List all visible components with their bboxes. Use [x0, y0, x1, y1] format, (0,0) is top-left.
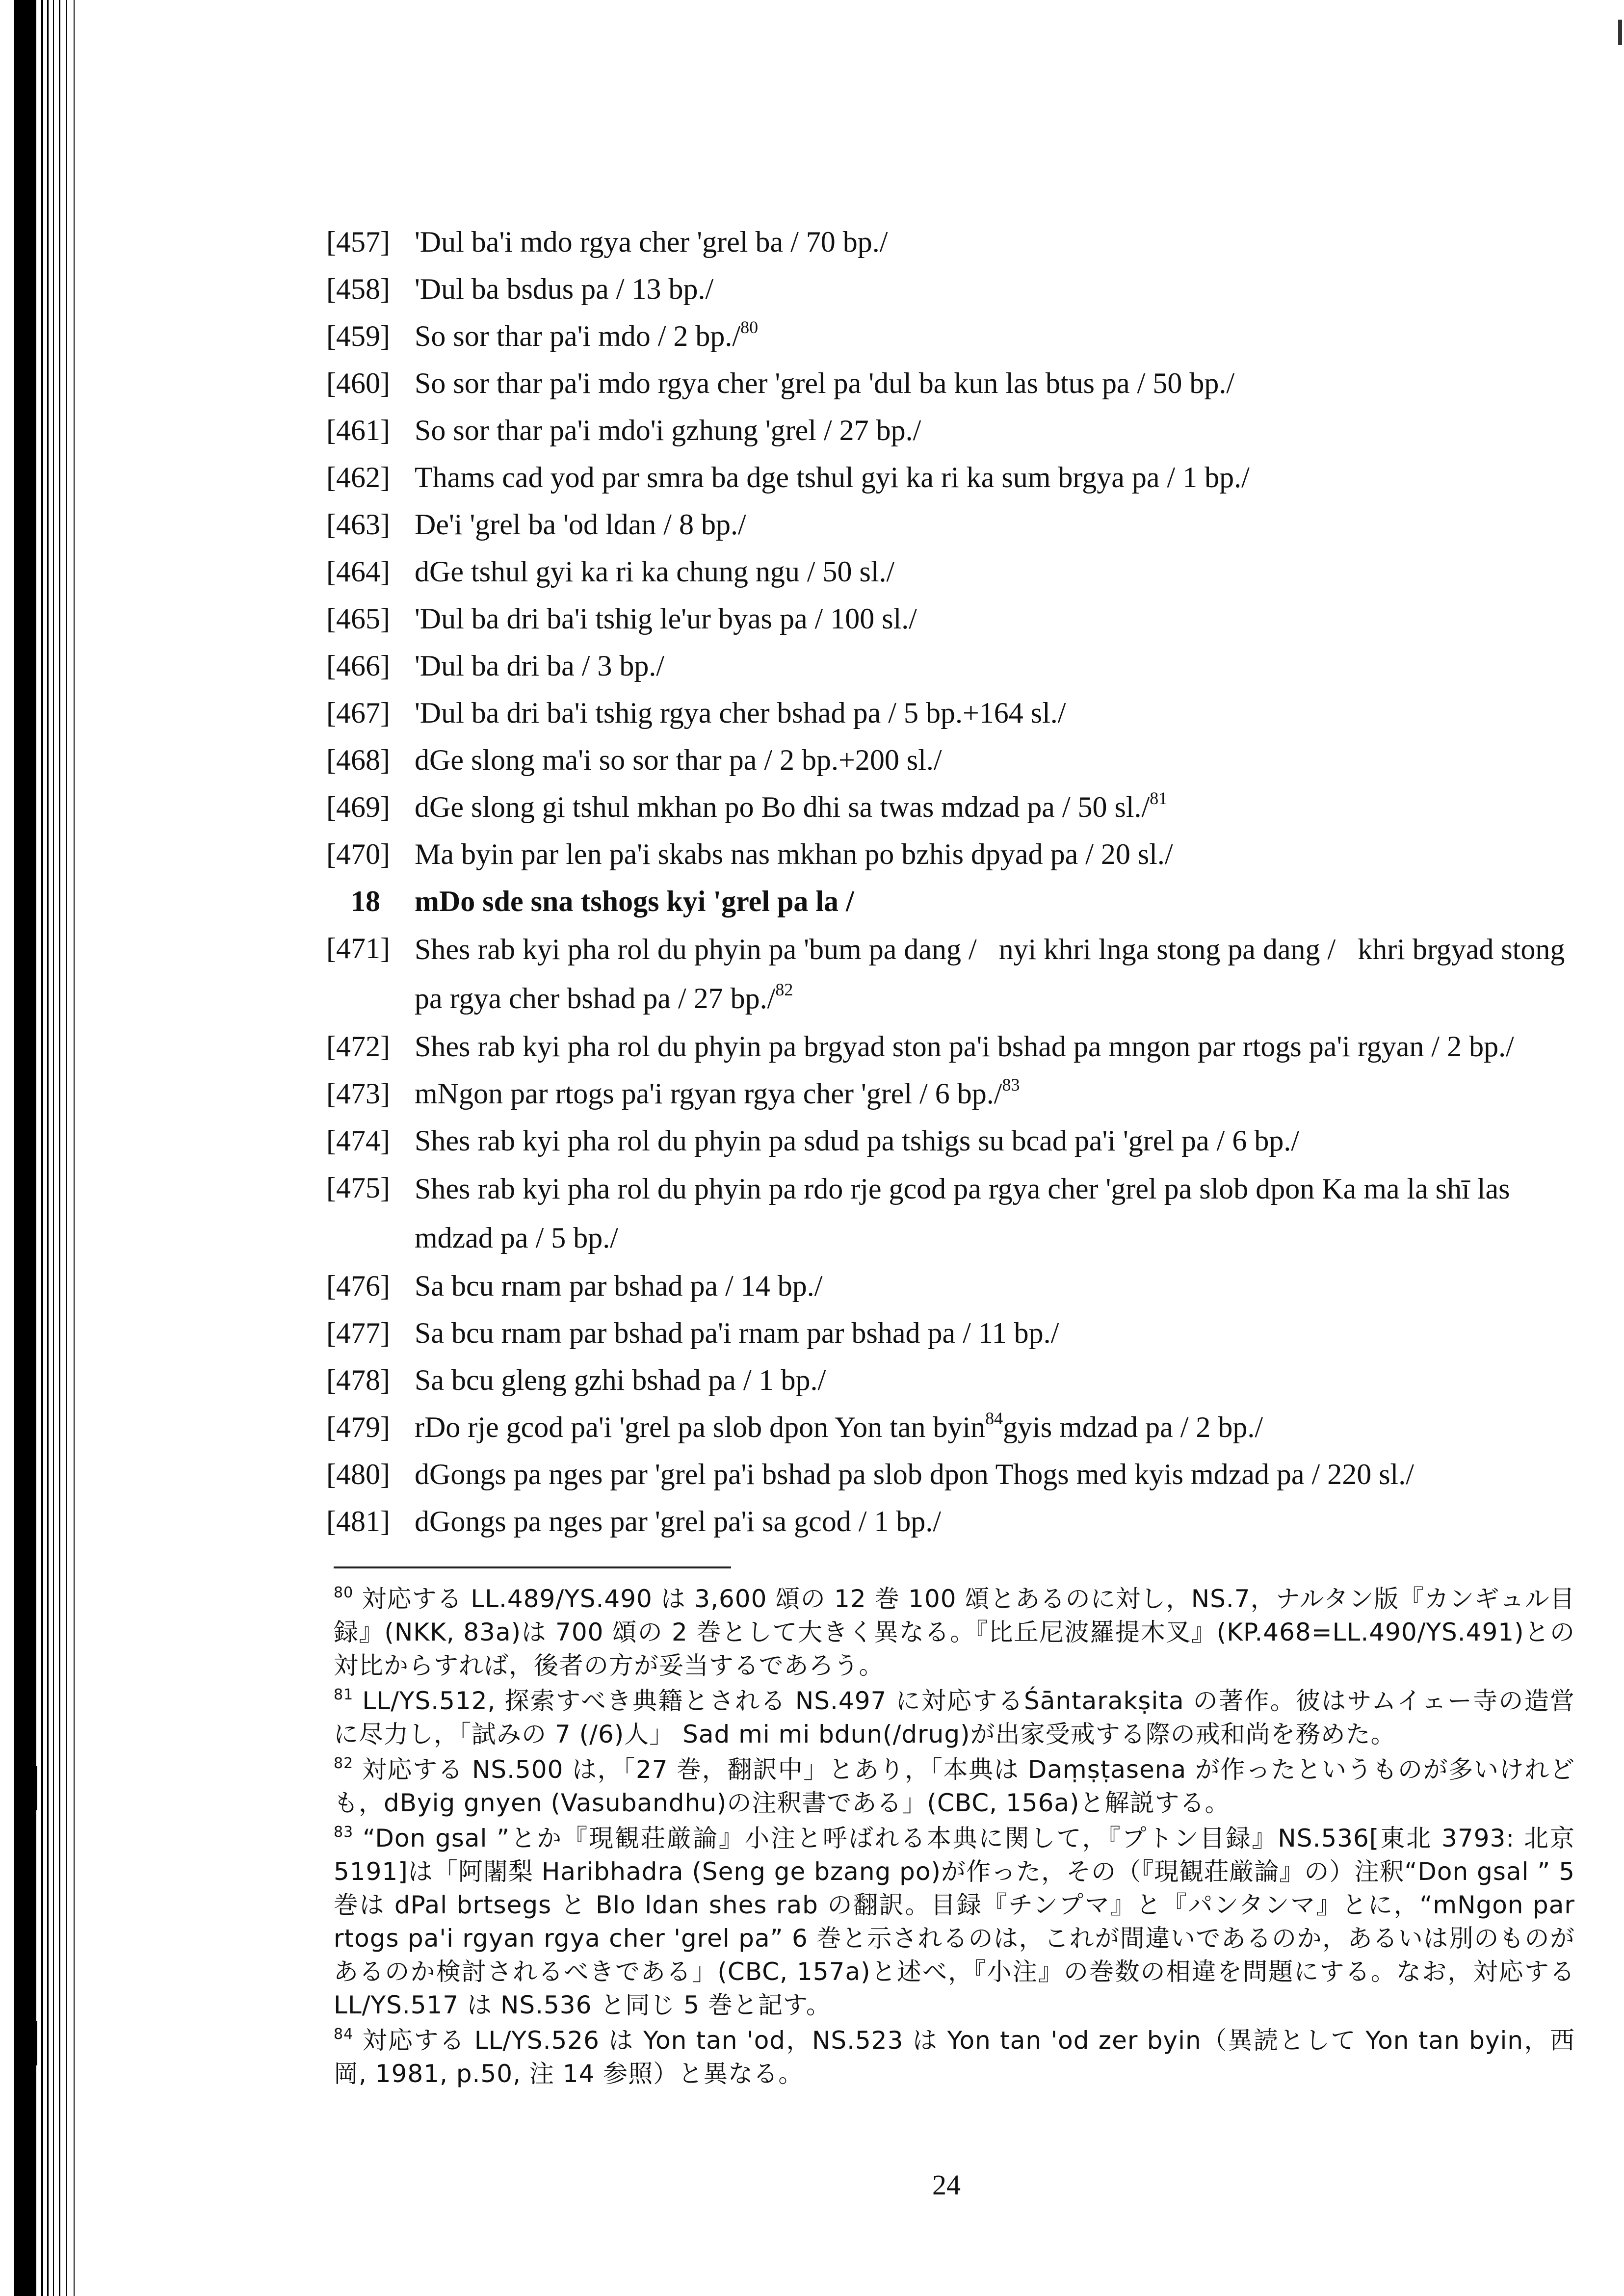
entry-number: [480]	[326, 1458, 390, 1490]
footnotes	[334, 1582, 1575, 2092]
scan-edge-artifact	[0, 0, 98, 2296]
page-number: 24	[932, 2169, 961, 2201]
footnote-ref: 83	[1002, 1075, 1020, 1095]
footnote-text: 対応する NS.500 は，「27 巻，翻訳中」とあり，「本典は Daṃṣṭasena が作ったというものが多いけれども，dByig gnyen (Vasubandhu)の注釈書である」(CBC, 156a)と解説する。	[334, 1755, 1575, 1817]
entry	[326, 313, 1582, 360]
footnote-number: 83	[334, 1824, 354, 1841]
section-number: 18	[351, 885, 380, 917]
entry-number: [472]	[326, 1030, 390, 1063]
entry-text: Shes rab kyi pha rol du phyin pa sdud pa tshigs su bcad pa'i 'grel pa / 6 bp./	[415, 1124, 1300, 1157]
entry-number: [474]	[326, 1124, 390, 1157]
entry-text: 'Dul ba dri ba'i tshig le'ur byas pa / 100 sl./	[415, 602, 917, 635]
entry	[326, 1451, 1582, 1498]
entry-text: dGongs pa nges par 'grel pa'i sa gcod / 1 bp./	[415, 1505, 942, 1538]
section-heading	[326, 878, 1582, 925]
footnote-number: 84	[334, 2026, 354, 2043]
entry-text: Ma byin par len pa'i skabs nas mkhan po bzhis dpyad pa / 20 sl./	[415, 838, 1173, 870]
entry-number: [460]	[326, 367, 390, 399]
footnote-number: 82	[334, 1755, 354, 1772]
entry-text: Shes rab kyi pha rol du phyin pa brgyad ston pa'i bshad pa mngon par rtogs pa'i rgyan / 2 bp./	[415, 1030, 1514, 1063]
entry-number: [461]	[326, 414, 390, 446]
entry-number: [476]	[326, 1270, 390, 1302]
entry-number: [457]	[326, 226, 390, 258]
footnote	[334, 1753, 1575, 1820]
entry-number: [478]	[326, 1364, 390, 1396]
entry	[326, 1164, 1582, 1262]
entry	[326, 1309, 1582, 1357]
entry	[326, 595, 1582, 642]
entry-number: [459]	[326, 320, 390, 352]
entry-number: [466]	[326, 650, 390, 682]
entry-number: [469]	[326, 791, 390, 823]
entry	[326, 501, 1582, 548]
footnote-number: 80	[334, 1584, 354, 1601]
entry	[326, 218, 1582, 265]
entry-number: [473]	[326, 1077, 390, 1110]
entry-number: [477]	[326, 1317, 390, 1349]
entry-text: 'Dul ba dri ba'i tshig rgya cher bshad pa / 5 bp.+164 sl./	[415, 697, 1066, 729]
entry-number: [462]	[326, 461, 390, 494]
entry-text: Sa bcu gleng gzhi bshad pa / 1 bp./	[415, 1364, 826, 1396]
entry	[326, 1023, 1582, 1070]
entry-text: rDo rje gcod pa'i 'grel pa slob dpon Yon tan byin	[415, 1411, 986, 1443]
entry-text: mNgon par rtogs pa'i rgyan rgya cher 'grel / 6 bp./	[415, 1077, 1002, 1110]
entry-text: Shes rab kyi pha rol du phyin pa 'bum pa dang / nyi khri lnga stong pa dang / khri brgyad stong pa rgya cher bshad pa / 27 bp./	[415, 933, 1572, 1015]
entry-text: So sor thar pa'i mdo / 2 bp./	[415, 320, 741, 352]
entry-number: [470]	[326, 838, 390, 870]
entry	[326, 1498, 1582, 1545]
entry-number: [468]	[326, 744, 390, 776]
entry	[326, 1262, 1582, 1309]
footnote-ref: 80	[740, 317, 759, 337]
entry-text-continued: gyis mdzad pa / 2 bp./	[1003, 1411, 1263, 1443]
footnote	[334, 2024, 1575, 2090]
entry-text: 'Dul ba'i mdo rgya cher 'grel ba / 70 bp./	[415, 226, 888, 258]
entry-number: [465]	[326, 602, 390, 635]
entry-number: [458]	[326, 273, 390, 305]
entry-number: [464]	[326, 555, 390, 588]
entry-number: [481]	[326, 1505, 390, 1538]
section-title: mDo sde sna tshogs kyi 'grel pa la /	[415, 885, 854, 917]
entry	[326, 454, 1582, 501]
entry	[326, 689, 1582, 736]
footnote-text: “Don gsal ”とか『現観荘厳論』小注と呼ばれる本典に関して，『プトン目録』NS.536[東北 3793: 北京 5191]は「阿闍梨 Haribhadra (Seng ge bzang po)が作った，その（『現観荘厳論』の）注釈“Don gsal ” 5 巻は dPal brtsegs と Blo ldan shes rab の翻訳。目録『チンプマ』と『パンタンマ』とに，“mNgon par rtogs pa'i rgyan rgya cher 'grel pa” 6 巻と示されるのは，これが間違いであるのか，あるいは別のものがあるのか検討されるべきである」(CBC, 157a)と述べ，『小注』の巻数の相違を問題にする。なお，対応する LL/YS.517 は NS.536 と同じ 5 巻と記す。	[334, 1824, 1575, 2019]
entry-text: De'i 'grel ba 'od ldan / 8 bp./	[415, 508, 746, 541]
footnote	[334, 1684, 1575, 1751]
entry	[326, 1404, 1582, 1451]
entry-text: Sa bcu rnam par bshad pa / 14 bp./	[415, 1270, 823, 1302]
entry	[326, 831, 1582, 878]
entry-text: dGongs pa nges par 'grel pa'i bshad pa slob dpon Thogs med kyis mdzad pa / 220 sl./	[415, 1458, 1414, 1490]
entry	[326, 548, 1582, 595]
footnote-number: 81	[334, 1686, 354, 1703]
entry-number: [475]	[326, 1172, 390, 1204]
entry-text: Thams cad yod par smra ba dge tshul gyi ka ri ka sum brgya pa / 1 bp./	[415, 461, 1250, 494]
footnote-text: 対応する LL/YS.526 は Yon tan 'od，NS.523 は Yon tan 'od zer byin（異読として Yon tan byin，西岡, 1981, p.50, 注 14 参照）と異なる。	[334, 2026, 1575, 2088]
entry-number: [479]	[326, 1411, 390, 1443]
entry	[326, 407, 1582, 454]
footnote	[334, 1822, 1575, 2022]
entry-text: dGe slong gi tshul mkhan po Bo dhi sa twas mdzad pa / 50 sl./	[415, 791, 1150, 823]
footnote-ref: 84	[985, 1409, 1003, 1428]
entry-text: 'Dul ba dri ba / 3 bp./	[415, 650, 665, 682]
entry-text: dGe slong ma'i so sor thar pa / 2 bp.+200 sl./	[415, 744, 942, 776]
entry	[326, 642, 1582, 689]
entry	[326, 1357, 1582, 1404]
entry	[326, 736, 1582, 783]
entry-text: dGe tshul gyi ka ri ka chung ngu / 50 sl./	[415, 555, 895, 588]
entry	[326, 925, 1582, 1023]
entry-text: So sor thar pa'i mdo'i gzhung 'grel / 27 bp./	[415, 414, 921, 446]
footnote-text: 対応する LL.489/YS.490 は 3,600 頌の 12 巻 100 頌とあるのに対し，NS.7，ナルタン版『カンギュル目録』(NKK, 83a)は 700 頌の 2 巻として大きく異なる。『比丘尼波羅提木叉』(KP.468=LL.490/YS.491)との対比からすれば，後者の方が妥当するであろう。	[334, 1585, 1575, 1680]
entry-number: [467]	[326, 697, 390, 729]
entry-text: Shes rab kyi pha rol du phyin pa rdo rje gcod pa rgya cher 'grel pa slob dpon Ka ma la shī las mdzad pa / 5 bp./	[415, 1173, 1510, 1254]
entry-number: [463]	[326, 508, 390, 541]
footnote-text: LL/YS.512, 探索すべき典籍とされる NS.497 に対応するŚāntarakṣita の著作。彼はサムイェー寺の造営に尽力し，「試みの 7 (/6)人」 Sad mi mi bdun(/drug)が出家受戒する際の戒和尚を務めた。	[334, 1687, 1575, 1748]
footnote-separator	[334, 1566, 731, 1568]
entry-list	[326, 218, 1582, 1545]
entry	[326, 783, 1582, 831]
entry-text: Sa bcu rnam par bshad pa'i rnam par bshad pa / 11 bp./	[415, 1317, 1059, 1349]
entry	[326, 360, 1582, 407]
scan-mark	[1618, 20, 1622, 45]
entry	[326, 1070, 1582, 1117]
entry-text: So sor thar pa'i mdo rgya cher 'grel pa 'dul ba kun las btus pa / 50 bp./	[415, 367, 1235, 399]
entry	[326, 1117, 1582, 1164]
footnote-ref: 81	[1150, 788, 1168, 808]
footnote	[334, 1582, 1575, 1682]
entry	[326, 265, 1582, 313]
entry-number: [471]	[326, 932, 390, 965]
footnote-ref: 82	[775, 980, 793, 999]
entry-text: 'Dul ba bsdus pa / 13 bp./	[415, 273, 714, 305]
